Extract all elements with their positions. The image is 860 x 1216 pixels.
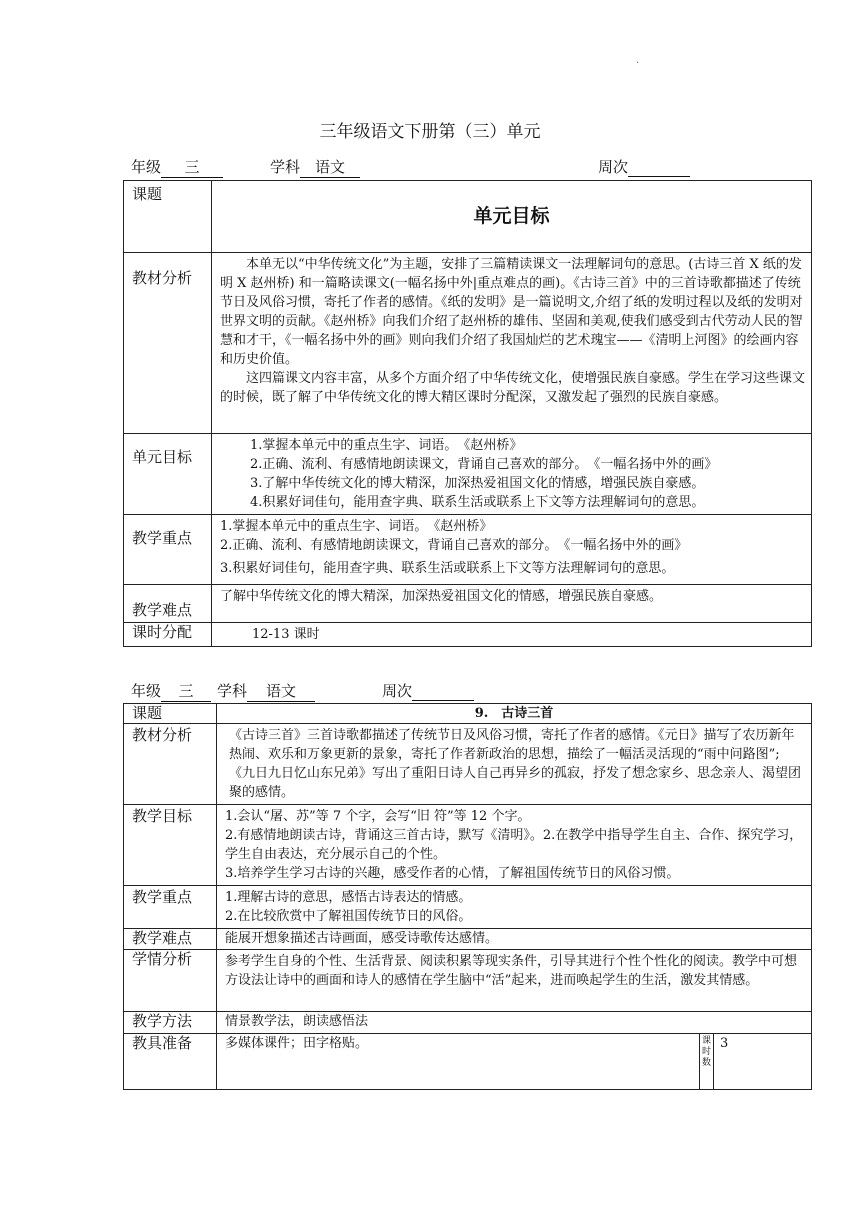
goals-list xyxy=(212,434,812,515)
topic-value: 单元目标 xyxy=(212,181,812,253)
method-label: 教学方法 xyxy=(124,1012,217,1034)
subject-field-2: 学科 语文 xyxy=(217,680,315,702)
week-field-2: 周次 xyxy=(382,680,474,701)
table-row xyxy=(124,929,812,950)
lesson-goals-label: 教学目标 xyxy=(124,805,217,886)
list-item: 1.掌握本单元中的重点生字、词语。 《赵州桥》 xyxy=(250,438,523,453)
unit-plan-table xyxy=(123,180,812,647)
hours-value: 12-13 课时 xyxy=(212,623,812,647)
lesson-topic-value: 9. 古诗三首 xyxy=(217,704,812,724)
subject-field: 学科 语文 xyxy=(270,156,360,178)
lesson-analysis-value: 《古诗三首》三首诗歌都描述了传统节日及风俗习惯，寄托了作者的感情。《元日》描写了农历新年热闹、欢乐和万象更新的景象，寄托了作者新政治的思想，描绘了一幅活灵活现的“雨中问路图”;《九日九日忆山东兄弟》写出了重阳日诗人自己再异乡的孤寂，抒发了想念家乡、思念亲人、渴望团聚的感情。 xyxy=(217,724,812,805)
table-row xyxy=(124,585,812,623)
table-row xyxy=(124,1012,812,1034)
lesson-topic-label: 课题 xyxy=(124,704,217,724)
list-item: 3.积累好词佳句，能用查字典、联系生活或联系上下文等方法理解词句的意思。 xyxy=(220,561,675,576)
table-row xyxy=(124,515,812,585)
list-item: 2.在比较欣赏中了解祖国传统节日的风俗。 xyxy=(225,909,472,924)
lesson-analysis-label: 教材分析 xyxy=(124,724,217,805)
page-mark: · xyxy=(636,58,640,69)
table-row xyxy=(124,253,812,434)
table-row xyxy=(124,950,812,1012)
grade-field: 年级 三 xyxy=(131,156,223,178)
hours-label: 课时分配 xyxy=(124,623,212,647)
analysis-content xyxy=(212,253,812,434)
difficulty-value: 了解中华传统文化的博大精深，加深热爱祖国文化的情感，增强民族自豪感。 xyxy=(212,585,812,623)
list-item: 1.理解古诗的意思，感悟古诗表达的情感。 xyxy=(225,890,472,905)
week-field: 周次 xyxy=(598,156,690,177)
list-item: 2.正确、流利、有感情地朗读课文，背诵自己喜欢的部分。 《一幅名扬中外的画》 xyxy=(250,457,718,472)
list-item: 1.掌握本单元中的重点生字、词语。 《赵州桥》 xyxy=(220,519,493,534)
subject-value-2: 语文 xyxy=(247,680,315,702)
table-row xyxy=(124,434,812,515)
grade-value: 三 xyxy=(161,156,223,178)
table-row xyxy=(124,1034,812,1090)
lesson-difficulty-value: 能展开想象描述古诗画面，感受诗歌传达感情。 xyxy=(217,929,812,950)
list-item: 4.积累好词佳句，能用查字典、联系生活或联系上下文等方法理解词句的意思。 xyxy=(250,495,705,510)
class-hours-value: 3 xyxy=(714,1034,812,1090)
difficulty-label: 教学难点 xyxy=(124,585,212,623)
class-hours-label: 课 时 数 xyxy=(700,1034,714,1090)
table-row xyxy=(124,704,812,724)
table-row xyxy=(124,623,812,647)
list-item: 1.会认“屠、苏”等 7 个字，会写“旧 符”等 12 个字。 xyxy=(225,809,531,824)
tools-label: 教具准备 xyxy=(124,1034,217,1090)
lesson-difficulty-label: 教学难点 xyxy=(124,929,217,950)
table-row xyxy=(124,181,812,253)
table-row xyxy=(124,805,812,886)
list-item: 2.有感情地朗读古诗，背诵这三首古诗，默写《清明》。2.在教学中指导学生自主、合作、探究学习，学生自由表达，充分展示自己的个性。 xyxy=(225,828,803,862)
week-value xyxy=(628,158,690,177)
grade-value-2: 三 xyxy=(161,680,211,702)
goals-label: 单元目标 xyxy=(124,434,212,515)
lesson-key-label: 教学重点 xyxy=(124,886,217,929)
topic-label: 课题 xyxy=(124,181,212,253)
lesson-goals-list xyxy=(217,805,812,886)
table-row xyxy=(124,886,812,929)
situation-value: 参考学生自身的个性、生活背景、阅读积累等现实条件，引导其进行个性个性化的阅读。教学中可想方设法让诗中的画面和诗人的感情在学生脑中“活”起来，进而唤起学生的生活，激发其情感。 xyxy=(217,950,812,1012)
grade-field-2: 年级 三 xyxy=(131,680,211,702)
key-label: 教学重点 xyxy=(124,515,212,585)
method-value: 情景教学法，朗读感悟法 xyxy=(217,1012,812,1034)
lesson-key-list xyxy=(217,886,812,929)
key-list xyxy=(212,515,812,585)
week-value-2 xyxy=(412,682,474,701)
list-item: 3.培养学生学习古诗的兴趣，感受作者的心情，了解祖国传统节日的风俗习惯。 xyxy=(225,866,680,881)
analysis-label: 教材分析 xyxy=(124,253,212,434)
list-item: 2.正确、流利、有感情地朗读课文，背诵自己喜欢的部分。 《一幅名扬中外的画》 xyxy=(220,538,688,553)
list-item: 3.了解中华传统文化的博大精深，加深热爱祖国文化的情感，增强民族自豪感。 xyxy=(250,476,705,491)
page-title: 三年级语文下册第（三）单元 xyxy=(319,122,541,142)
table-row xyxy=(124,724,812,805)
subject-value: 语文 xyxy=(300,156,360,178)
analysis-paragraph: 本单无以“中华传统文化”为主题，安排了三篇精读课文一法理解词句的意思。(古诗三首 X 纸的发明 X 赵州桥) 和一篇略读课文(一幅名扬中外|重点难点的画)。《古诗三首》中的三首诗歌都描述了传统节日及风俗习惯，寄托了作者的感情。《纸的发明》是一篇说明文,介绍了纸的发明过程以及纸的发明对世界文明的贡献。《赵州桥》向我们介绍了赵州桥的雄伟、坚固和美观,使我们感受到古代劳动人民的智慧和才干，《一幅名扬中外的画》则向我们介绍了我国灿烂的艺术瑰宝——《清明上河图》的绘画内容和历史价值。 xyxy=(220,257,803,367)
situation-label: 学情分析 xyxy=(124,950,217,1012)
analysis-paragraph: 这四篇课文内容丰富，从多个方面介绍了中华传统文化，使增强民族自豪感。学生在学习这些课文的时候，既了解了中华传统文化的博大精区课时分配深，又激发起了强烈的民族自豪感。 xyxy=(220,371,806,405)
tools-value: 多媒体课件；田字格贴。 xyxy=(217,1034,700,1090)
lesson-plan-table xyxy=(123,703,812,1090)
